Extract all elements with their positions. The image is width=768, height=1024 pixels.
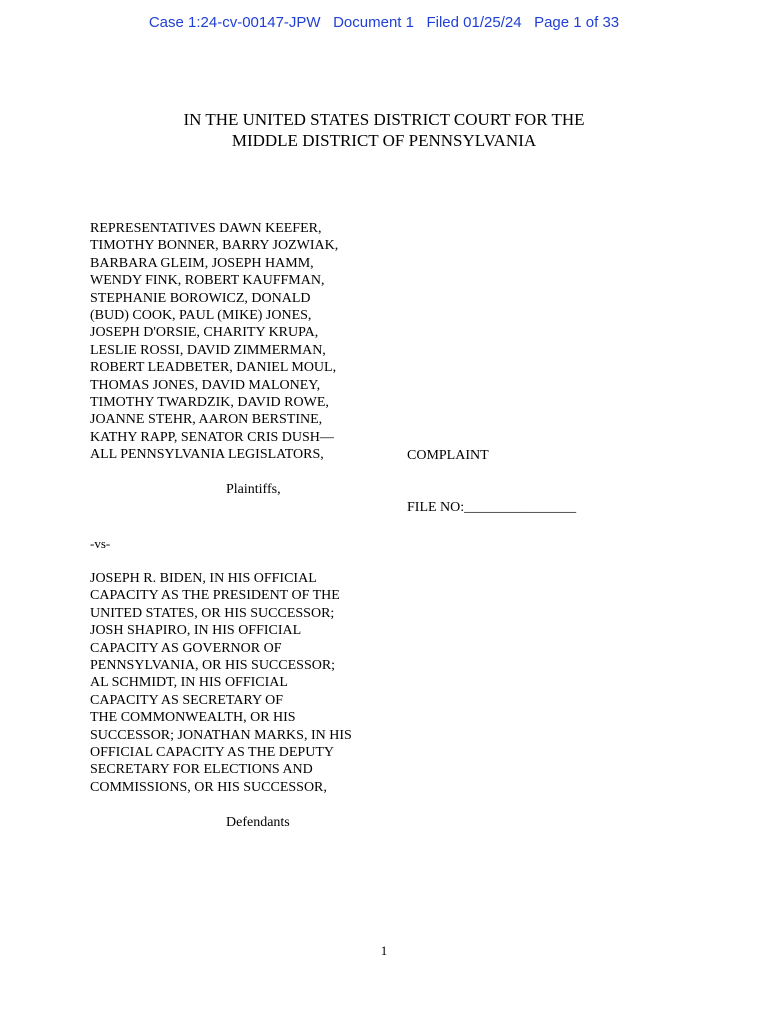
filed-date: Filed 01/25/24 (426, 14, 522, 31)
page-count: Page 1 of 33 (534, 14, 620, 31)
court-title-line-2: MIDDLE DISTRICT OF PENNSYLVANIA (231, 131, 537, 150)
defendant-line: COMMISSIONS, OR HIS SUCCESSOR, (90, 779, 327, 795)
page-number: 1 (380, 943, 388, 958)
plaintiffs-label: Plaintiffs, (226, 482, 281, 497)
court-title-line-1: IN THE UNITED STATES DISTRICT COURT FOR THE (183, 110, 585, 129)
defendants-label: Defendants (226, 815, 290, 830)
defendant-line: SECRETARY FOR ELECTIONS AND (90, 762, 313, 778)
defendant-line: AL SCHMIDT, IN HIS OFFICIAL (90, 675, 288, 691)
defendant-line: JOSEPH R. BIDEN, IN HIS OFFICIAL (90, 571, 317, 586)
plaintiff-line: STEPHANIE BOROWICZ, DONALD (90, 290, 311, 306)
plaintiff-line: ROBERT LEADBETER, DANIEL MOUL, (90, 360, 337, 376)
defendant-line: OFFICIAL CAPACITY AS THE DEPUTY (90, 745, 334, 761)
plaintiffs-caption (90, 220, 390, 464)
plaintiff-line: (BUD) COOK, PAUL (MIKE) JONES, (90, 308, 312, 324)
defendant-line: THE COMMONWEALTH, OR HIS (90, 710, 296, 726)
plaintiff-line: ALL PENNSYLVANIA LEGISLATORS, (90, 447, 324, 463)
defendant-line: CAPACITY AS SECRETARY OF (90, 692, 283, 708)
file-number-field: FILE NO:________________ (407, 500, 577, 515)
plaintiff-line: KATHY RAPP, SENATOR CRIS DUSH— (90, 429, 334, 445)
complaint-label: COMPLAINT (407, 448, 489, 463)
defendant-line: PENNSYLVANIA, OR HIS SUCCESSOR; (90, 658, 336, 674)
plaintiff-line: REPRESENTATIVES DAWN KEEFER, (90, 221, 322, 236)
case-number: Case 1:24-cv-00147-JPW (148, 14, 321, 31)
document-number: Document 1 (333, 14, 414, 31)
defendant-line: CAPACITY AS GOVERNOR OF (90, 640, 282, 656)
plaintiff-line: BARBARA GLEIM, JOSEPH HAMM, (90, 255, 314, 271)
plaintiff-line: LESLIE ROSSI, DAVID ZIMMERMAN, (90, 342, 326, 358)
versus-label: -vs- (90, 536, 111, 551)
defendant-line: SUCCESSOR; JONATHAN MARKS, IN HIS (90, 727, 352, 743)
defendant-line: CAPACITY AS THE PRESIDENT OF THE (90, 588, 340, 604)
defendants-caption (90, 570, 390, 796)
plaintiff-line: THOMAS JONES, DAVID MALONEY, (90, 377, 321, 393)
plaintiff-line: JOSEPH D'ORSIE, CHARITY KRUPA, (90, 325, 319, 341)
ecf-header-stamp (0, 14, 768, 31)
defendant-line: JOSH SHAPIRO, IN HIS OFFICIAL (90, 623, 302, 639)
court-title (0, 109, 768, 151)
plaintiff-line: TIMOTHY TWARDZIK, DAVID ROWE, (90, 395, 329, 411)
defendant-line: UNITED STATES, OR HIS SUCCESSOR; (90, 605, 335, 621)
plaintiff-line: WENDY FINK, ROBERT KAUFFMAN, (90, 273, 325, 289)
plaintiff-line: JOANNE STEHR, AARON BERSTINE, (90, 412, 323, 428)
plaintiff-line: TIMOTHY BONNER, BARRY JOZWIAK, (90, 238, 339, 254)
